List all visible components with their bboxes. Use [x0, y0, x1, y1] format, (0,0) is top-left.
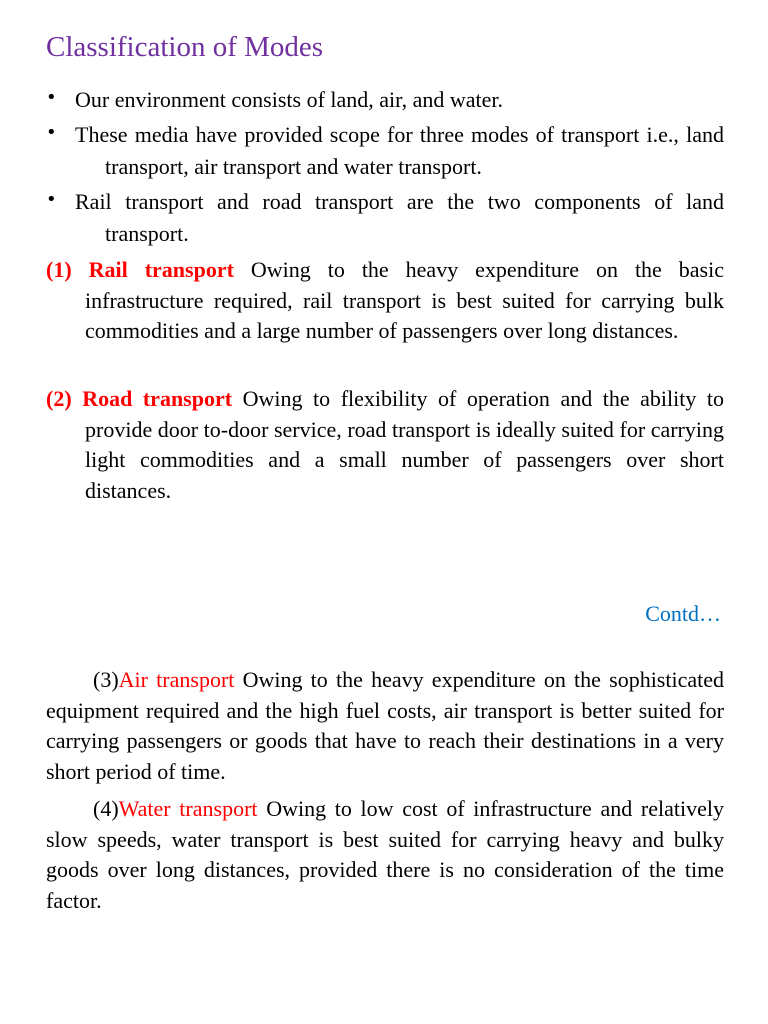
contd-label: Contd…	[645, 601, 721, 626]
bullet-text: Rail transport and road transport are the two components of land transport.	[75, 189, 724, 246]
item-number: (2)	[46, 386, 72, 411]
numbered-paragraph	[46, 665, 724, 787]
page-title: Classification of Modes	[46, 31, 324, 63]
bullet-icon: •	[46, 122, 57, 143]
bullet-icon: •	[46, 189, 57, 210]
item-heading: Air transport	[118, 667, 235, 692]
bullet-item	[46, 119, 724, 182]
item-number: (3)	[93, 667, 119, 692]
item-text: Owing to the heavy expenditure on the sophisticated equipment required and the high fuel costs, air transport is better suited for carrying passengers or goods that have to reach their destinations in a very short period of time.	[46, 667, 724, 784]
bullet-item	[46, 186, 724, 249]
numbered-item	[46, 255, 724, 347]
item-text: Owing to the heavy expenditure on the basic infrastructure required, rail transport is best suited for carrying bulk commodities and a large number of passengers over long distances.	[85, 257, 724, 343]
bullet-item	[46, 84, 724, 116]
item-number: (4)	[93, 796, 119, 821]
bullet-icon: •	[46, 87, 57, 108]
numbered-item	[46, 384, 724, 506]
item-text: Owing to low cost of infrastructure and relatively slow speeds, water transport is best suited for carrying heavy and bulky goods over long distances, provided there is no consideration of the time factor.	[46, 796, 724, 913]
bullet-text: These media have provided scope for three modes of transport i.e., land transport, air transport and water transport.	[75, 122, 724, 179]
bullet-text: Our environment consists of land, air, and water.	[75, 87, 504, 112]
item-number: (1)	[46, 257, 72, 282]
item-text: Owing to flexibility of operation and the ability to provide door to-door service, road transport is ideally suited for carrying light commodities and a small number of passengers over short distances.	[85, 386, 725, 503]
item-heading: Road transport	[82, 386, 233, 411]
numbered-paragraph	[46, 794, 724, 916]
item-heading: Rail transport	[88, 257, 234, 282]
item-heading: Water transport	[118, 796, 258, 821]
